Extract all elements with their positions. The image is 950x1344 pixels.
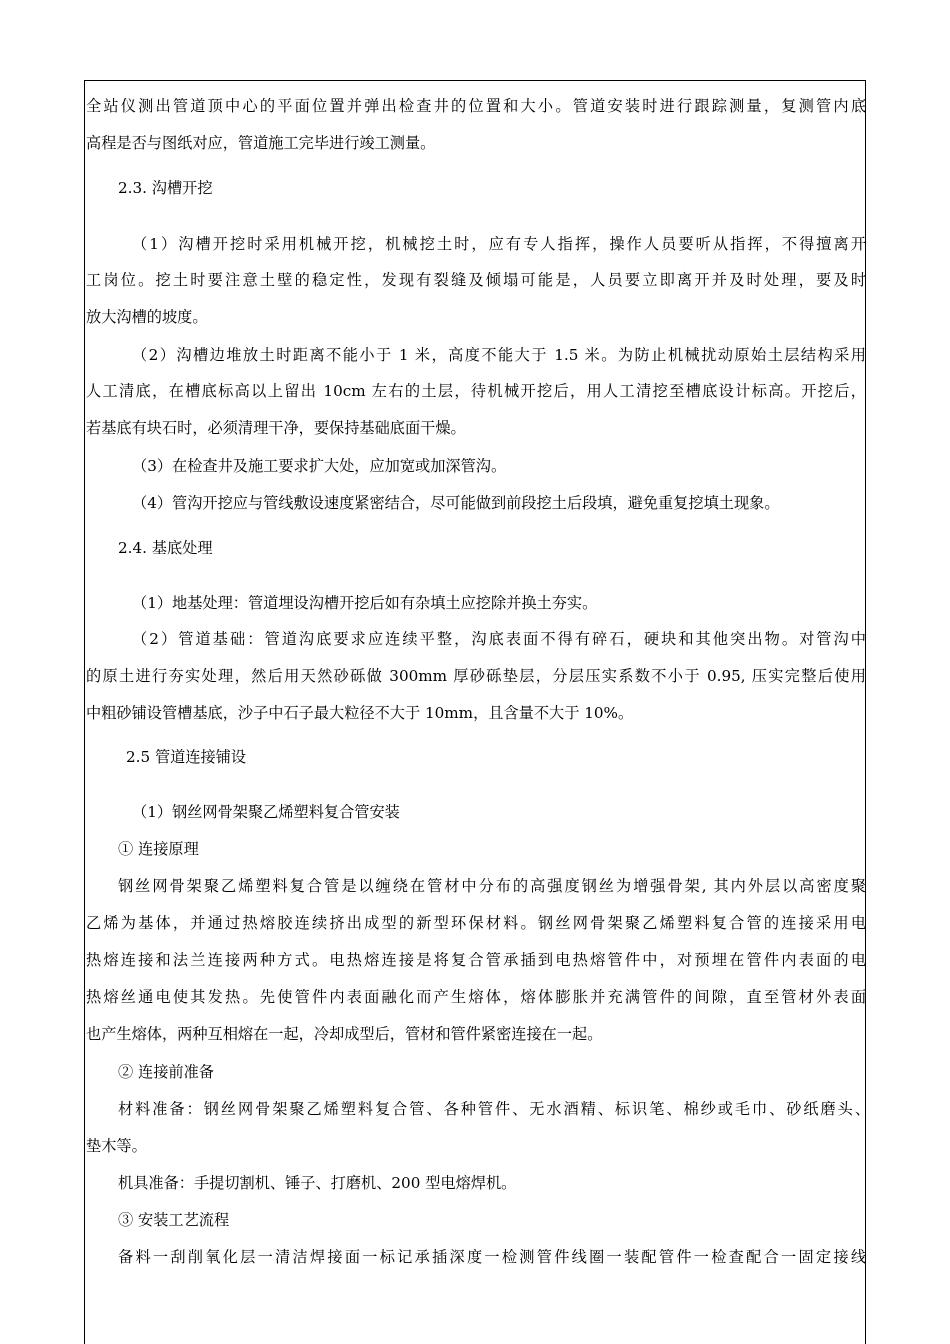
text-line: 热熔连接和法兰连接两种方式。电热熔连接是将复合管承插到电热熔管件中，对预埋在管件内表面的电 xyxy=(86,951,866,969)
text-line: 材料准备：钢丝网骨架聚乙烯塑料复合管、各种管件、无水酒精、标识笔、棉纱或毛巾、砂纸磨头、 xyxy=(118,1100,870,1118)
text-line: 人工清底，在槽底标高以上留出 10cm 左右的土层，待机械开挖后，用人工清挖至槽底设计标高。开挖后， xyxy=(86,382,866,400)
text-line: 工岗位。挖土时要注意土壁的稳定性，发现有裂缝及倾塌可能是，人员要立即离开并及时处理，要及时 xyxy=(86,271,866,289)
text-line: 中粗砂铺设管槽基底，沙子中石子最大粒径不大于 10mm，且含量不大于 10%。 xyxy=(86,704,634,722)
text-line: （3）在检查井及施工要求扩大处，应加宽或加深管沟。 xyxy=(132,457,507,475)
subsection-heading: ① 连接原理 xyxy=(118,840,199,858)
text-line: 热熔丝通电使其发热。先使管件内表面融化而产生熔体，熔体膨胀并充满管件的间隙，直至管材外表面 xyxy=(86,988,866,1006)
section-heading-2-3: 2.3. 沟槽开挖 xyxy=(118,179,213,197)
text-line: 机具准备：手提切割机、锤子、打磨机、200 型电熔焊机。 xyxy=(118,1174,517,1192)
text-line: （2）管道基础：管道沟底要求应连续平整，沟底表面不得有碎石，硬块和其他突出物。对管沟中 xyxy=(132,630,866,648)
text-line: 也产生熔体，两种互相熔在一起，冷却成型后，管材和管件紧密连接在一起。 xyxy=(86,1025,603,1043)
text-line: 乙烯为基体，并通过热熔胶连续挤出成型的新型环保材料。钢丝网骨架聚乙烯塑料复合管的连接采用电 xyxy=(86,914,866,932)
subsection-heading: （1）钢丝网骨架聚乙烯塑料复合管安装 xyxy=(132,803,400,821)
section-heading-2-4: 2.4. 基底处理 xyxy=(118,539,213,557)
section-heading-2-5: 2.5 管道连接铺设 xyxy=(126,748,247,766)
subsection-heading: ③ 安装工艺流程 xyxy=(118,1211,230,1229)
text-line: 若基底有块石时，必须清理干净，要保持基础底面干燥。 xyxy=(86,419,466,437)
text-line: 全站仪测出管道顶中心的平面位置并弹出检查井的位置和大小。管道安装时进行跟踪测量，复测管内底 xyxy=(86,97,866,115)
text-line: （1）沟槽开挖时采用机械开挖，机械挖土时，应有专人指挥，操作人员要听从指挥，不得擅离开 xyxy=(132,235,866,253)
subsection-heading: ② 连接前准备 xyxy=(118,1063,214,1081)
text-line: 的原土进行夯实处理，然后用天然砂砾做 300mm 厚砂砾垫层，分层压实系数不小于 0.95, 压实完整后使用 xyxy=(86,667,866,685)
text-line: （2）沟槽边堆放土时距离不能小于 1 米，高度不能大于 1.5 米。为防止机械扰动原始土层结构采用 xyxy=(132,346,866,364)
text-line: 垫木等。 xyxy=(86,1137,147,1155)
text-line: 备料一刮削氧化层一清洁焊接面一标记承插深度一检测管件线圈一装配管件一检查配合一固定接线 xyxy=(118,1248,866,1266)
text-line: （1）地基处理：管道埋设沟槽开挖后如有杂填土应挖除并换土夯实。 xyxy=(132,594,598,612)
text-line: 放大沟槽的坡度。 xyxy=(86,308,208,326)
text-line: 钢丝网骨架聚乙烯塑料复合管是以缠绕在管材中分布的高强度钢丝为增强骨架, 其内外层以高密度聚 xyxy=(118,877,866,895)
text-line: 高程是否与图纸对应，管道施工完毕进行竣工测量。 xyxy=(86,134,436,152)
text-line: （4）管沟开挖应与管线敷设速度紧密结合，尽可能做到前段挖土后段填，避免重复挖填土现象。 xyxy=(132,494,780,512)
